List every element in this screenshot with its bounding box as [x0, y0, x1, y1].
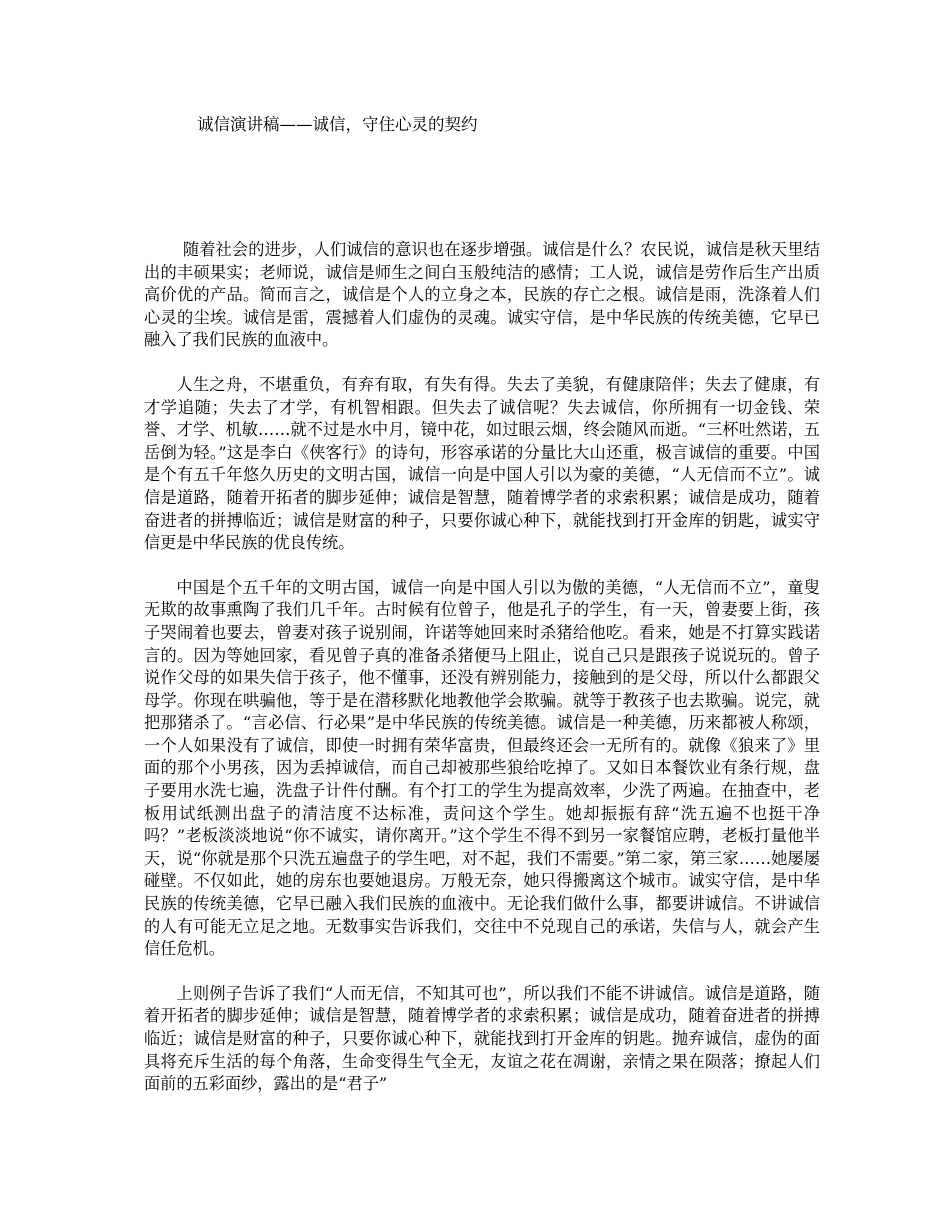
paragraph-1: 随着社会的进步，人们诚信的意识也在逐步增强。诚信是什么？农民说，诚信是秋天里结出的丰硕果实；老师说，诚信是师生之间白玉般纯洁的感情；工人说，诚信是劳作后生产出质高价优的产品。简而言之，诚信是个人的立身之本，民族的存亡之根。诚信是雨，洗涤着人们心灵的尘埃。诚信是雷，震撼着人们虚伪的灵魂。诚实守信，是中华民族的传统美德，它早已融入了我们民族的血液中。 [144, 240, 820, 350]
paragraph-4: 上则例子告诉了我们“人而无信，不知其可也”，所以我们不能不讲诚信。诚信是道路，随着开拓者的脚步延伸；诚信是智慧，随着博学者的求索积累；诚信是成功，随着奋进者的拼搏临近；诚信是财富的种子，只要你诚心种下，就能找到打开金库的钥匙。抛弃诚信，虚伪的面具将充斥生活的每个角落，生命变得生气全无，友谊之花在凋谢，亲情之果在陨落；撩起人们面前的五彩面纱，露出的是“君子” [144, 983, 820, 1094]
document-body [144, 239, 820, 1118]
paragraph-2: 人生之舟，不堪重负，有弃有取，有失有得。失去了美貌，有健康陪伴；失去了健康，有才学追随；失去了才学，有机智相跟。但失去了诚信呢？失去诚信，你所拥有一切金钱、荣誉、才学、机敏……就不过是水中月，镜中花，如过眼云烟，终会随风而逝。“三杯吐然诺，五岳倒为轻。”这是李白《侠客行》的诗句，形容承诺的分量比大山还重，极言诚信的重要。中国是个有五千年悠久历史的文明古国，诚信一向是中国人引以为豪的美德，“人无信而不立”。诚信是道路，随着开拓者的脚步延伸；诚信是智慧，随着博学者的求索积累；诚信是成功，随着奋进者的拼搏临近；诚信是财富的种子，只要你诚心种下，就能找到打开金库的钥匙，诚实守信更是中华民族的优良传统。 [144, 374, 820, 553]
document-title: 诚信演讲稿——诚信，守住心灵的契约 [197, 115, 478, 134]
paragraph-3: 中国是个五千年的文明古国，诚信一向是中国人引以为傲的美德，“人无信而不立”，童叟无欺的故事熏陶了我们几千年。古时候有位曾子，他是孔子的学生，有一天，曾妻要上街，孩子哭闹着也要去，曾妻对孩子说别闹，许诺等她回来时杀猪给他吃。看来，她是不打算实践诺言的。因为等她回家，看见曾子真的准备杀猪便马上阻止，说自己只是跟孩子说说玩的。曾子说作父母的如果失信于孩子，他不懂事，还没有辨别能力，接触到的是父母，所以什么都跟父母学。你现在哄骗他，等于是在潜移默化地教他学会欺骗。就等于教孩子也去欺骗。说完，就把那猪杀了。“言必信、行必果”是中华民族的传统美德。诚信是一种美德，历来都被人称颂，一个人如果没有了诚信，即使一时拥有荣华富贵，但最终还会一无所有的。就像《狼来了》里面的那个小男孩，因为丢掉诚信，而自己却被那些狼给吃掉了。又如日本餐饮业有条行规，盘子要用水洗七遍，洗盘子计件付酬。有个打工的学生为提高效率，少洗了两遍。在抽查中，老板用试纸测出盘子的清洁度不达标准，责问这个学生。她却振振有辞“洗五遍不也挺干净吗？”老板淡淡地说“你不诚实，请你离开。”这个学生不得不到另一家餐馆应聘，老板打量他半天，说“你就是那个只洗五遍盘子的学生吧，对不起，我们不需要。”第二家，第三家……她屡屡碰壁。不仅如此，她的房东也要她退房。万般无奈，她只得搬离这个城市。诚实守信，是中华民族的传统美德，它早已融入我们民族的血液中。无论我们做什么事，都要讲诚信。不讲诚信的人有可能无立足之地。无数事实告诉我们，交往中不兑现自己的承诺，失信与人，就会产生信任危机。 [144, 577, 820, 959]
